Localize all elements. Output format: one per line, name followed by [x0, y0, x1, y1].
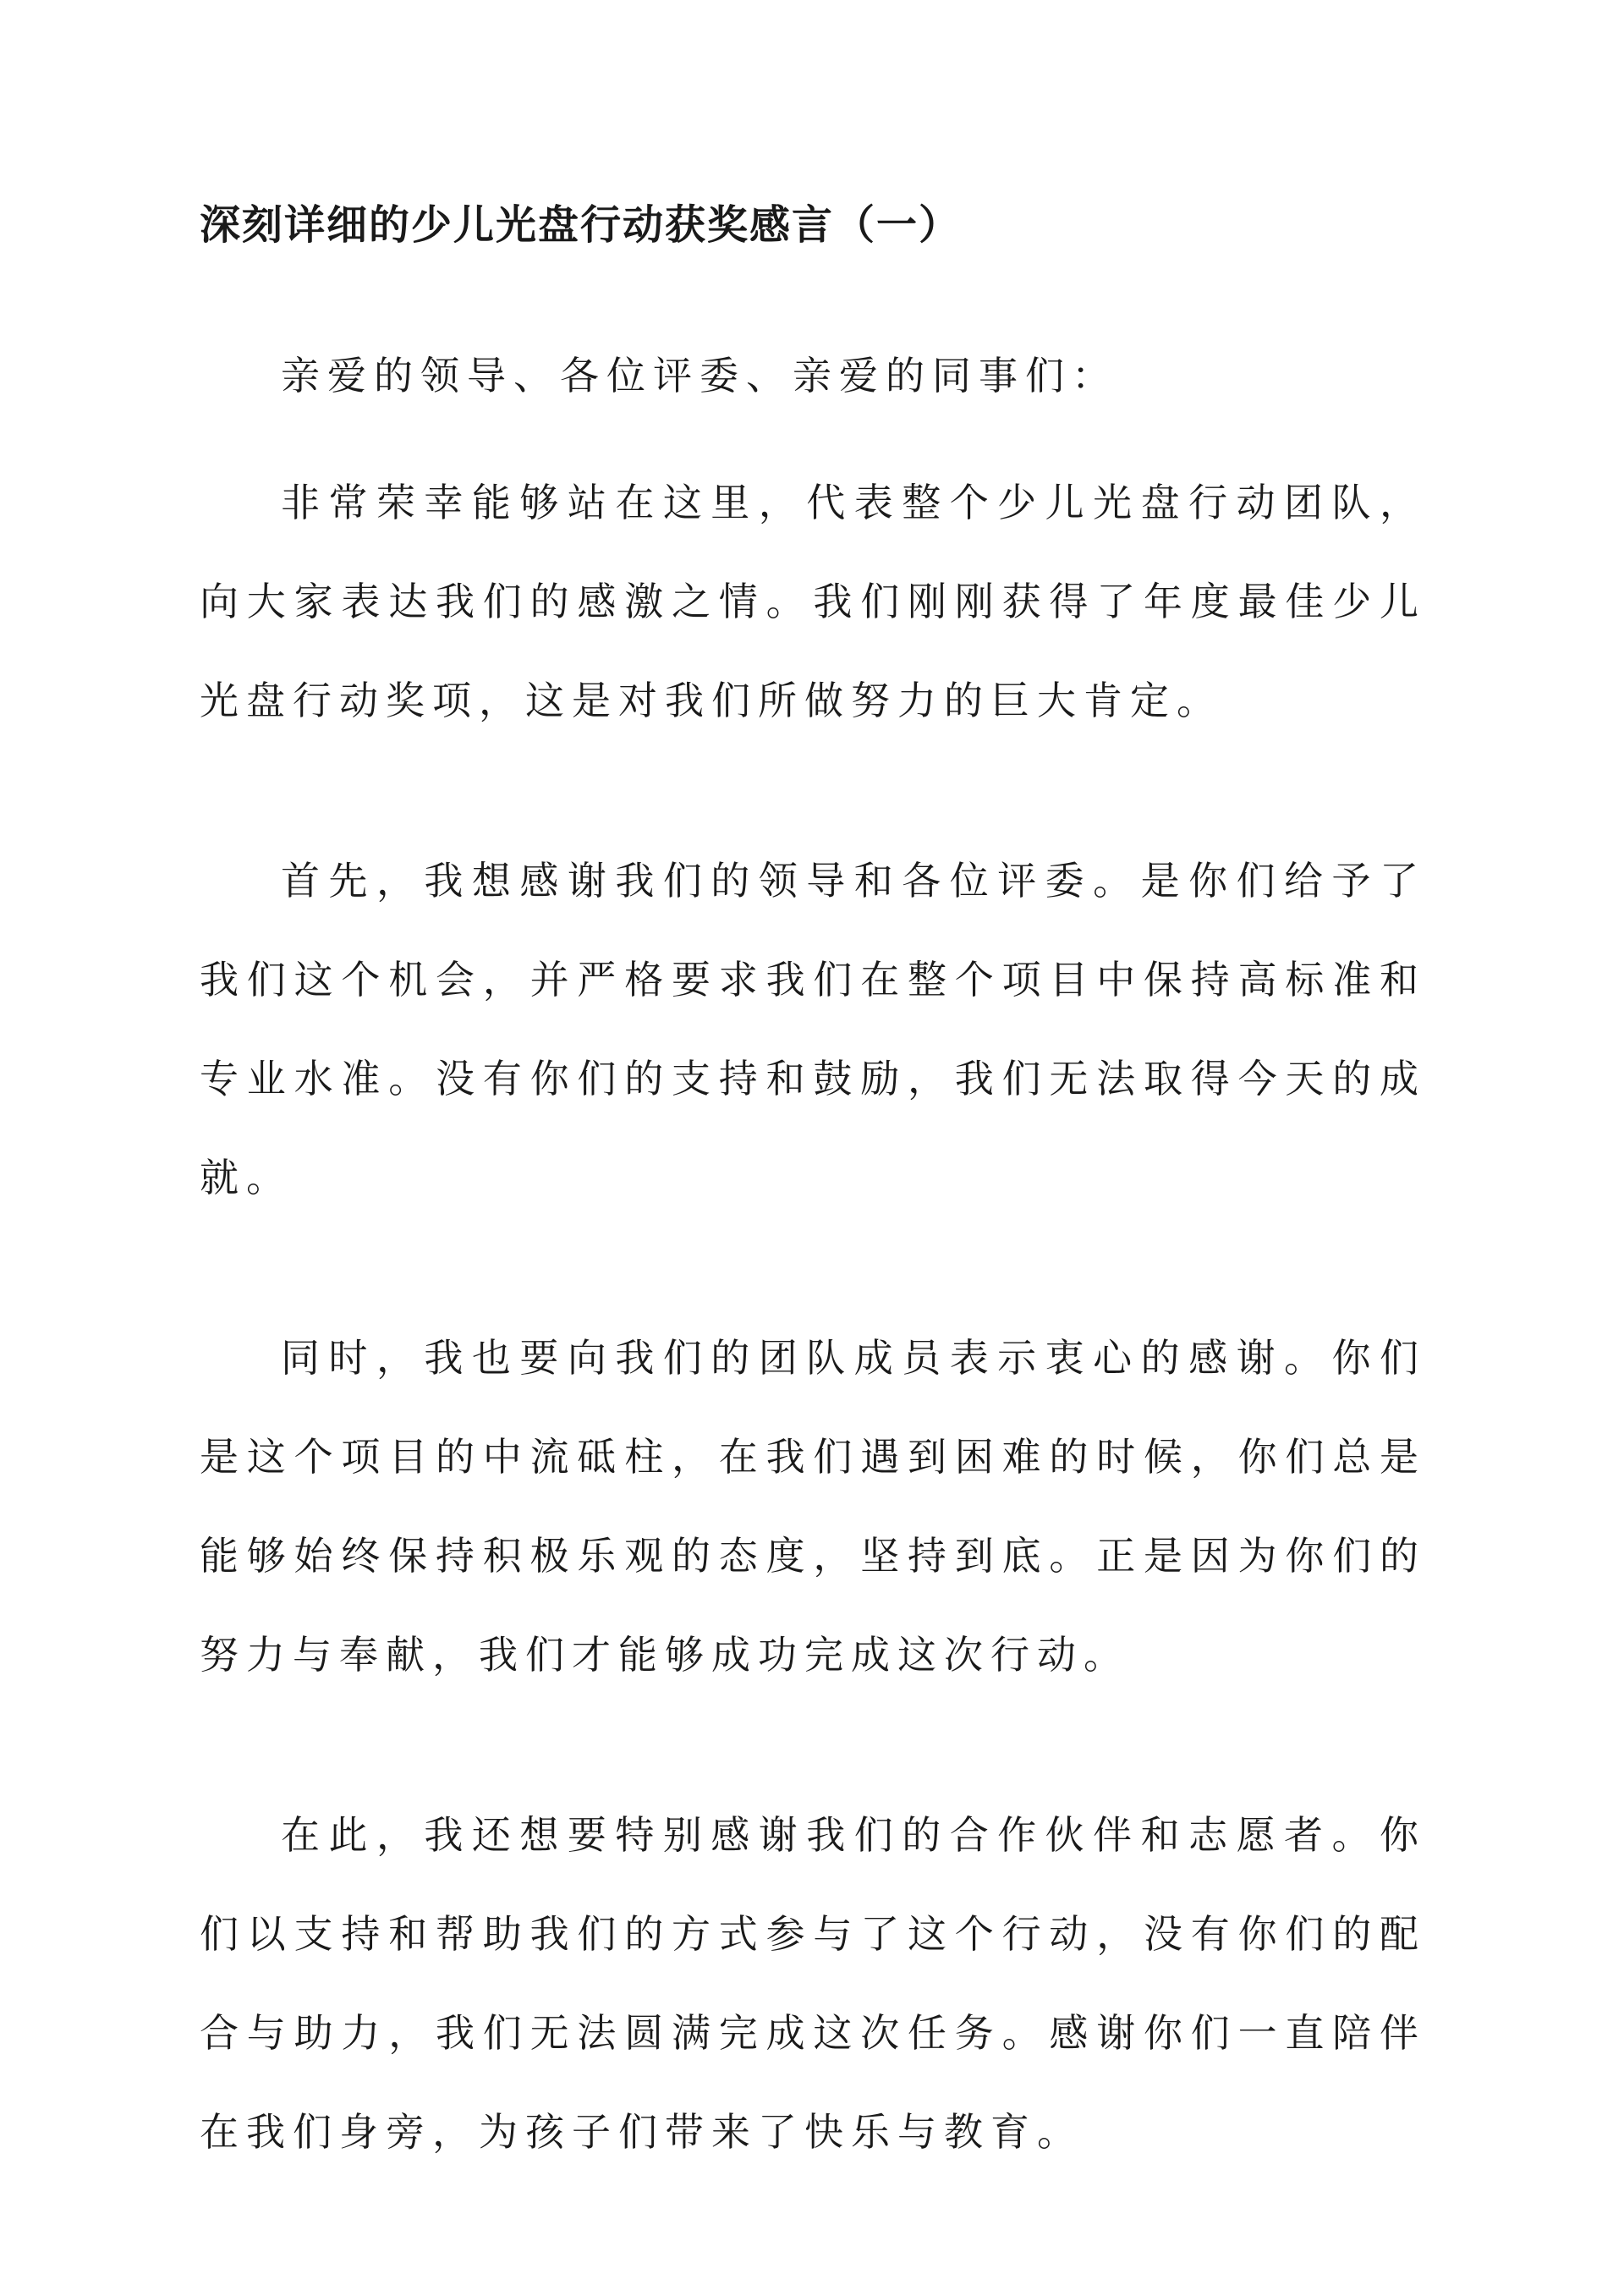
greeting-paragraph: 亲爱的领导、各位评委、亲爱的同事们： — [281, 353, 1118, 398]
body-paragraph: 首先，我想感谢我们的领导和各位评委。是你们给予了我们这个机会，并严格要求我们在整个项目中保持高标准和专业水准。没有你们的支持和鼓励，我们无法取得今天的成就。 — [200, 858, 1426, 1200]
body-paragraph: 非常荣幸能够站在这里，代表整个少儿光盘行动团队，向大家表达我们的感激之情。我们刚刚获得了年度最佳少儿光盘行动奖项，这是对我们所做努力的巨大肯定。 — [200, 480, 1426, 723]
document-title: 深刻详细的少儿光盘行动获奖感言（一） — [200, 201, 962, 249]
body-paragraph: 在此，我还想要特别感谢我们的合作伙伴和志愿者。你们以支持和帮助我们的方式参与了这个行动，没有你们的配合与助力，我们无法圆满完成这次任务。感谢你们一直陪伴在我们身旁，为孩子们带来了快乐与教育。 — [200, 1812, 1426, 2155]
body-paragraph: 同时，我也要向我们的团队成员表示衷心的感谢。你们是这个项目的中流砥柱，在我们遇到困难的时候，你们总是能够始终保持积极乐观的态度，坚持到底。正是因为你们的努力与奉献，我们才能够成功完成这次行动。 — [200, 1335, 1426, 1678]
document-body — [200, 327, 1426, 2263]
